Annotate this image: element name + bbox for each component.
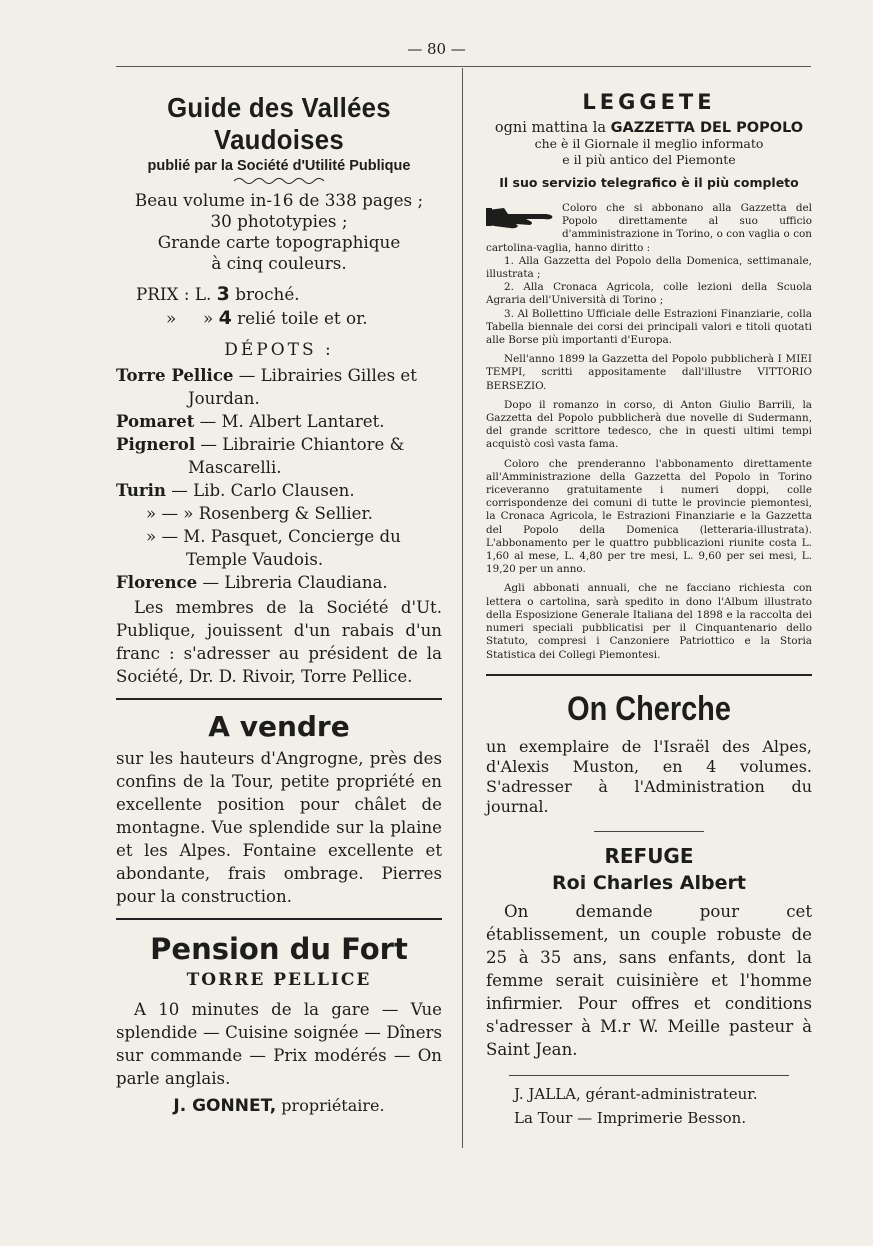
gazzetta-paragraph: Nell'anno 1899 la Gazzetta del Popolo pubblicherà I MIEI TEMPI, scritti appositamente dall'illustre VITTORIO BERSEZIO. bbox=[486, 353, 812, 392]
gazzetta-line4: Il suo servizio telegrafico è il più completo bbox=[499, 175, 799, 190]
cherche-ad bbox=[486, 690, 812, 817]
right-column bbox=[486, 80, 812, 1130]
gazzetta-item: 3. Al Bollettino Ufficiale delle Estrazioni Finanziarie, colla Tabella biennale dei corsi dei principali valori e titoli quotati alle Borse più importanti d'Europa. bbox=[486, 307, 812, 347]
section-rule bbox=[116, 698, 442, 700]
depot-item: » — » Rosenberg & Sellier. bbox=[146, 504, 373, 523]
cherche-title: On Cherche bbox=[567, 689, 731, 728]
pension-subtitle: TORRE PELLICE bbox=[186, 970, 372, 990]
gazzetta-line1: ogni mattina la GAZZETTA DEL POPOLO bbox=[494, 120, 804, 136]
refuge-title: REFUGE bbox=[604, 843, 694, 868]
depot-item: Pignerol — Librairie Chiantore & Mascarelli. bbox=[116, 434, 405, 477]
gazzetta-title: LEGGETE bbox=[582, 90, 716, 114]
guide-price: PRIX : L. 3 broché. » » 4 relié toile et or. bbox=[136, 283, 368, 329]
guide-desc: Beau volume in-16 de 338 pages ; 30 phototypies ; Grande carte topographique à cinq couleurs. bbox=[134, 190, 424, 273]
section-rule bbox=[116, 918, 442, 920]
pension-signature: J. GONNET, propriétaire. bbox=[173, 1096, 385, 1116]
top-rule bbox=[116, 66, 811, 67]
depot-item: Pomaret — M. Albert Lantaret. bbox=[116, 411, 385, 431]
section-rule bbox=[594, 831, 704, 832]
left-column bbox=[116, 80, 442, 1116]
depot-item: Torre Pellice — Librairies Gilles et Jourdan. bbox=[116, 365, 417, 408]
vendre-ad bbox=[116, 710, 442, 908]
footer-manager: J. JALLA, gérant-administrateur. bbox=[514, 1084, 758, 1103]
gazzetta-item: 2. Alla Cronaca Agricola, colle lezioni della Scuola Agraria dell'Università di Torino ; bbox=[486, 281, 812, 307]
guide-members: Les membres de la Société d'Ut. Publique, jouissent d'un rabais d'un franc : s'adresser au président de la Société, Dr. D. Rivoir, Torre Pellice. bbox=[116, 598, 442, 686]
refuge-subtitle: Roi Charles Albert bbox=[552, 871, 746, 894]
depot-item: Florence — Libreria Claudiana. bbox=[116, 572, 388, 592]
section-rule bbox=[509, 1075, 789, 1076]
gazzetta-line2: che è il Giornale il meglio informato bbox=[534, 136, 764, 151]
pension-text: A 10 minutes de la gare — Vue splendide — Cuisine soignée — Dîners sur commande — Prix modérés — On parle anglais. bbox=[116, 1000, 442, 1088]
depot-item: Turin — Lib. Carlo Clausen. bbox=[116, 480, 355, 500]
page-number: — 80 — bbox=[407, 40, 466, 58]
gazzetta-paragraph: Dopo il romanzo in corso, di Anton Giulio Barrili, la Gazzetta del Popolo pubblicherà due novelle di Sudermann, del grande scrittore tedesco, che in questi ultimi tempi acquistò così vasta fama. bbox=[486, 398, 812, 451]
vendre-text: sur les hauteurs d'Angrogne, près des confins de la Tour, petite propriété en excellente position pour châlet de montagne. Vue splendide sur la plaine et les Alpes. Fontaine excellente et abondante, frais ombrage. Pierres pour la construction. bbox=[116, 749, 442, 906]
depots-list bbox=[116, 364, 442, 594]
gazzetta-ad bbox=[486, 90, 812, 662]
column-divider bbox=[462, 68, 463, 1148]
gazzetta-paragraph: Coloro che prenderanno l'abbonamento direttamente all'Amministrazione della Gazzetta del Popolo in Torino riceveranno gratuitamente i numeri doppi, colle corrispondenze dei comuni di tutte le provincie piemontesi, la Cronaca Agricola, le Estrazioni Finanziarie e la Gazzetta del Popolo della Domenica (letteraria-illustrata). L'abbonamento per le quattro pubblicazioni riunite costa L. 1,60 al mese, L. 4,80 per tre mesi, L. 9,60 per sei mesi, L. 19,20 per un anno. bbox=[486, 457, 812, 576]
gazzetta-item: 1. Alla Gazzetta del Popolo della Domenica, settimanale, illustrata ; bbox=[486, 254, 812, 281]
footer-printer: La Tour — Imprimerie Besson. bbox=[514, 1108, 747, 1127]
section-rule bbox=[486, 674, 812, 676]
gazzetta-paragraph: Agli abbonati annuali, che ne facciano richiesta con lettera o cartolina, sarà spedito in dono l'Album illustrato della Esposizione Generale Italiana del 1898 e la raccolta dei numeri speciali pubblicatisi per il Cinquantenario dello Statuto, compresi i Canzoniere Patriottico e la Storia Statistica dei Collegi Piemontesi. bbox=[486, 582, 812, 661]
guide-title: Guide des Vallées Vaudoises bbox=[167, 92, 391, 155]
cherche-text: un exemplaire de l'Israël des Alpes, d'Alexis Muston, en 4 volumes. S'adresser à l'Administration du journal. bbox=[486, 736, 812, 816]
pension-title: Pension du Fort bbox=[150, 932, 408, 966]
pension-ad bbox=[116, 932, 442, 1116]
wavy-divider-icon bbox=[234, 176, 324, 186]
gazzetta-line3: e il più antico del Piemonte bbox=[562, 151, 736, 167]
guide-ad bbox=[116, 92, 442, 688]
refuge-text: On demande pour cet établissement, un couple robuste de 25 à 35 ans, sans enfants, dont la femme serait cuisinière et l'homme infirmier. Pour offres et conditions s'adresser à M.r W. Meille pasteur à Saint Jean. bbox=[486, 901, 812, 1059]
pointing-hand-icon bbox=[486, 204, 556, 230]
gazzetta-body: Coloro che si abbonano alla Gazzetta del Popolo direttamente al suo ufficio d'amministrazione in Torino, o con vaglia o con cartolina-vaglia, hanno diritto : 1. Alla Gazzetta del Popolo della Domenica, settimanale, illustrata ; 2. Alla Cronaca Agricola, colle lezioni della Scuola Agraria dell'Università di Torino ; 3. Al Bollettino Ufficiale delle Estrazioni Finanziarie, colla Tabella biennale dei corsi dei principali valori e titoli quotati alle Borse più importanti d'Europa. Nell'anno 1899 la Gazzetta del Popolo pubblicherà I MIEI TEMPI, scritti appositamente dall'illustre VITTORIO BERSEZIO. Dopo il romanzo in corso, di Anton Giulio Barrili, la Gazzetta del Popolo pubblicherà due novelle di Sudermann, del grande scrittore tedesco, che in questi ultimi tempi acquistò così vasta fama. Coloro che prenderanno l'abbonamento direttamente all'Amministrazione della Gazzetta del Popolo in Torino riceveranno gratuitamente i numeri doppi, colle corrispondenze dei comuni di tutte le provincie piemontesi, la Cronaca Agricola, le Estrazioni Finanziarie e la Gazzetta del Popolo della Domenica (letteraria-illustrata). L'abbonamento per le quattro pubblicazioni riunite costa L. 1,60 al mese, L. 4,80 per tre mesi, L. 9,60 per sei mesi, L. 19,20 per un anno. Agli abbonati annuali, che ne facciano richiesta con lettera o cartolina, sarà spedito in dono l'Album illustrato della Esposizione Generale Italiana del 1898 e la raccolta dei numeri speciali pubblicatisi per il Cinquantenario dello Statuto, compresi i Canzoniere Patriottico e la Storia Statistica dei Collegi Piemontesi. bbox=[486, 202, 812, 661]
vendre-title: A vendre bbox=[208, 710, 350, 743]
refuge-ad bbox=[486, 844, 812, 1061]
depot-item: » — M. Pasquet, Concierge du Temple Vaudois. bbox=[146, 527, 401, 569]
footer bbox=[514, 1082, 812, 1130]
guide-subtitle: publié par la Société d'Utilité Publique bbox=[147, 158, 411, 174]
depots-title: DÉPOTS : bbox=[224, 340, 334, 360]
